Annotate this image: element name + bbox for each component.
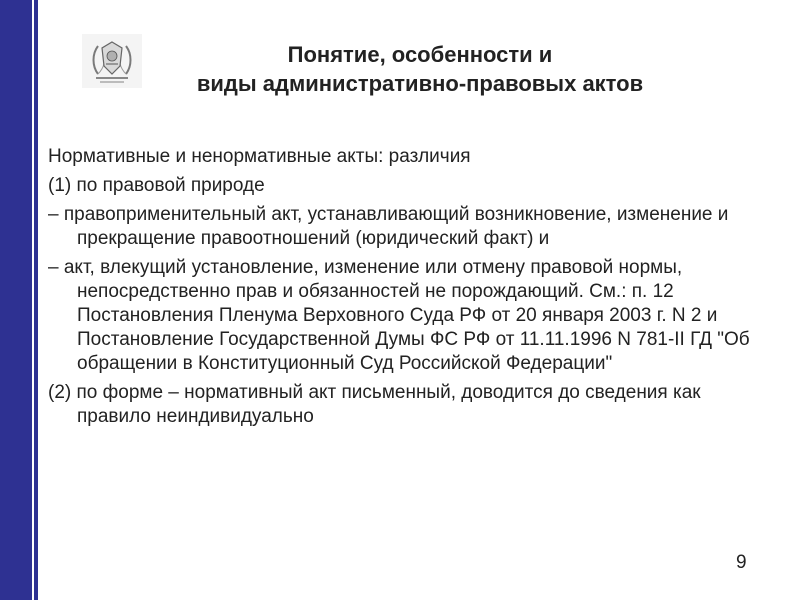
body-paragraph: (2) по форме – нормативный акт письменный, доводится до сведения как правило неиндивидуально — [48, 382, 701, 427]
slide-title-line-2: виды административно-правовых актов — [196, 71, 644, 96]
page-number: 9 — [736, 552, 747, 573]
slide-title — [120, 40, 720, 98]
body-paragraph: – акт, влекущий установление, изменение или отмену правовой нормы, непосредственно прав и обязанностей не порождающий. См.: п. 12 Постановления Пленума Верховного Суда РФ от 20 января 2003 г. N 2 и Постановление Государственной Думы ФС РФ от 11.11.1996 N 781-II ГД "Об обращении в Конституционный Суд Российской Федерации" — [48, 257, 750, 374]
slide-title-line-1: Понятие, особенности и — [287, 42, 553, 67]
left-accent-bar — [0, 0, 32, 600]
slide-body — [48, 145, 768, 434]
left-accent-stripe — [34, 0, 38, 600]
body-paragraph: Нормативные и ненормативные акты: различия — [48, 146, 471, 167]
body-paragraph: – правоприменительный акт, устанавливающий возникновение, изменение и прекращение правоотношений (юридический факт) и — [48, 204, 729, 249]
body-paragraph: (1) по правовой природе — [48, 175, 265, 196]
